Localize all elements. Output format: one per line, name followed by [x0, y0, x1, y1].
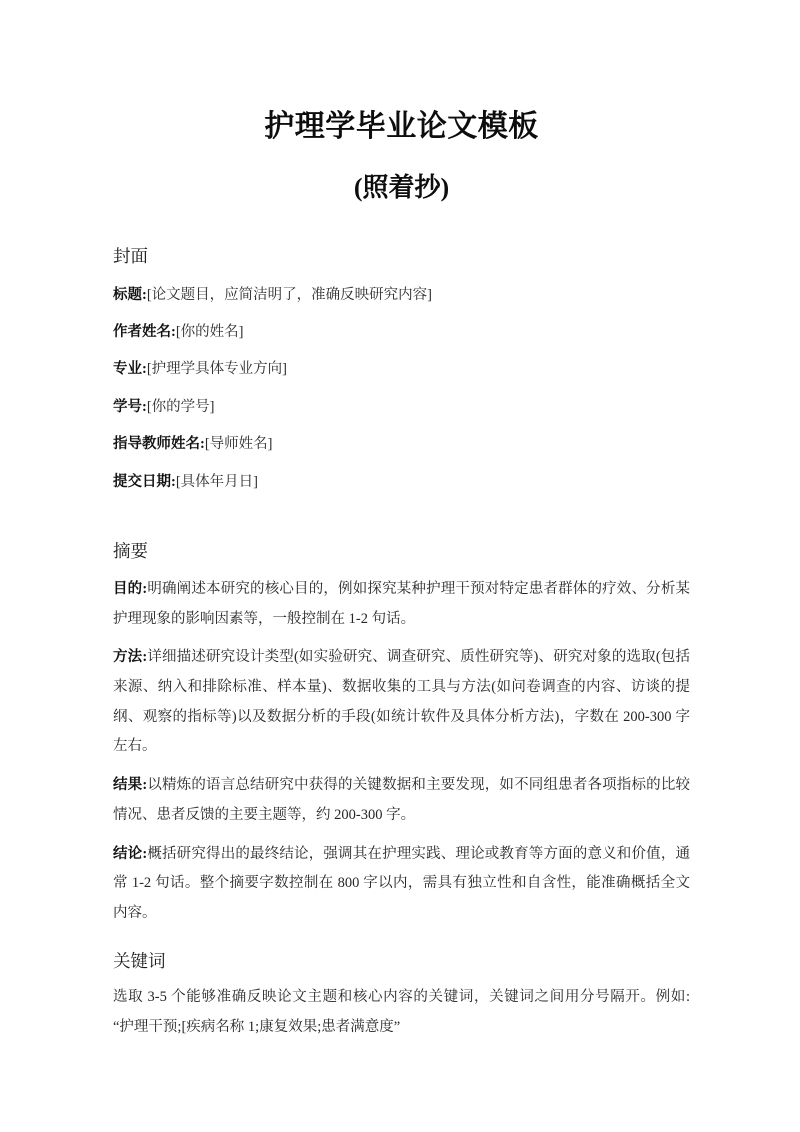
- cover-field-major: [113, 343, 690, 380]
- cover-field-advisor-label: 指导教师姓名:: [113, 436, 205, 453]
- abstract-paragraph-purpose: [113, 564, 690, 634]
- cover-field-student-id: [113, 381, 690, 418]
- cover-field-student-id-value: [你的学号]: [146, 398, 215, 415]
- cover-field-advisor-value: [导师姓名]: [204, 436, 273, 453]
- abstract-label-methods: 方法:: [113, 649, 148, 666]
- cover-field-major-value: [护理学具体专业方向]: [146, 361, 288, 378]
- abstract-paragraph-results: [113, 762, 690, 830]
- cover-field-author-label: 作者姓名:: [113, 323, 176, 340]
- section-heading-keywords: 关键词: [113, 950, 166, 971]
- keywords-paragraph: 选取 3-5 个能够准确反映论文主题和核心内容的关键词，关键词之间用分号隔开。例如: “护理干预;[疾病名称 1;康复效果;患者满意度”: [113, 989, 690, 1035]
- abstract-label-results: 结果:: [113, 777, 148, 794]
- cover-field-title: [113, 269, 690, 306]
- abstract-text-methods: 详细描述研究设计类型(如实验研究、调查研究、质性研究等)、研究对象的选取(包括来源、纳入和排除标准、样本量)、数据收集的工具与方法(如问卷调查的内容、访谈的提纲、观察的指标等)以及数据分析的手段(如统计软件及具体分析方法)，字数在 200-300 字左右。: [113, 649, 690, 755]
- cover-field-advisor: [113, 418, 690, 455]
- abstract-paragraph-methods: [113, 634, 690, 762]
- abstract-label-purpose: 目的:: [113, 580, 148, 597]
- page-subtitle: (照着抄): [353, 172, 450, 202]
- abstract-label-conclusion: 结论:: [113, 845, 148, 862]
- cover-field-title-value: [论文题目，应简洁明了，准确反映研究内容]: [146, 286, 432, 303]
- abstract-text-purpose: 明确阐述本研究的核心目的，例如探究某种护理干预对特定患者群体的疗效、分析某护理现象的影响因素等，一般控制在 1-2 句话。: [113, 580, 690, 627]
- cover-field-author-value: [你的姓名]: [175, 323, 244, 340]
- page-title: 护理学毕业论文模板: [264, 110, 539, 143]
- section-heading-cover: 封面: [113, 246, 148, 266]
- abstract-text-results: 以精炼的语言总结研究中获得的关键数据和主要发现，如不同组患者各项指标的比较情况、患者反馈的主要主题等，约 200-300 字。: [113, 777, 690, 823]
- section-heading-abstract: 摘要: [113, 541, 148, 562]
- cover-field-submission-date-label: 提交日期:: [113, 473, 176, 490]
- cover-field-author: [113, 306, 690, 343]
- abstract-text-conclusion: 概括研究得出的最终结论，强调其在护理实践、理论或教育等方面的意义和价值，通常 1-2 句话。整个摘要字数控制在 800 字以内，需具有独立性和自含性，能准确概括全文内容。: [113, 845, 690, 921]
- abstract-paragraph-conclusion: [113, 831, 690, 929]
- cover-field-student-id-label: 学号:: [113, 398, 147, 415]
- cover-field-submission-date-value: [具体年月日]: [175, 473, 259, 490]
- cover-field-title-label: 标题:: [113, 286, 147, 303]
- cover-field-major-label: 专业:: [113, 361, 147, 378]
- cover-field-submission-date: [113, 456, 690, 493]
